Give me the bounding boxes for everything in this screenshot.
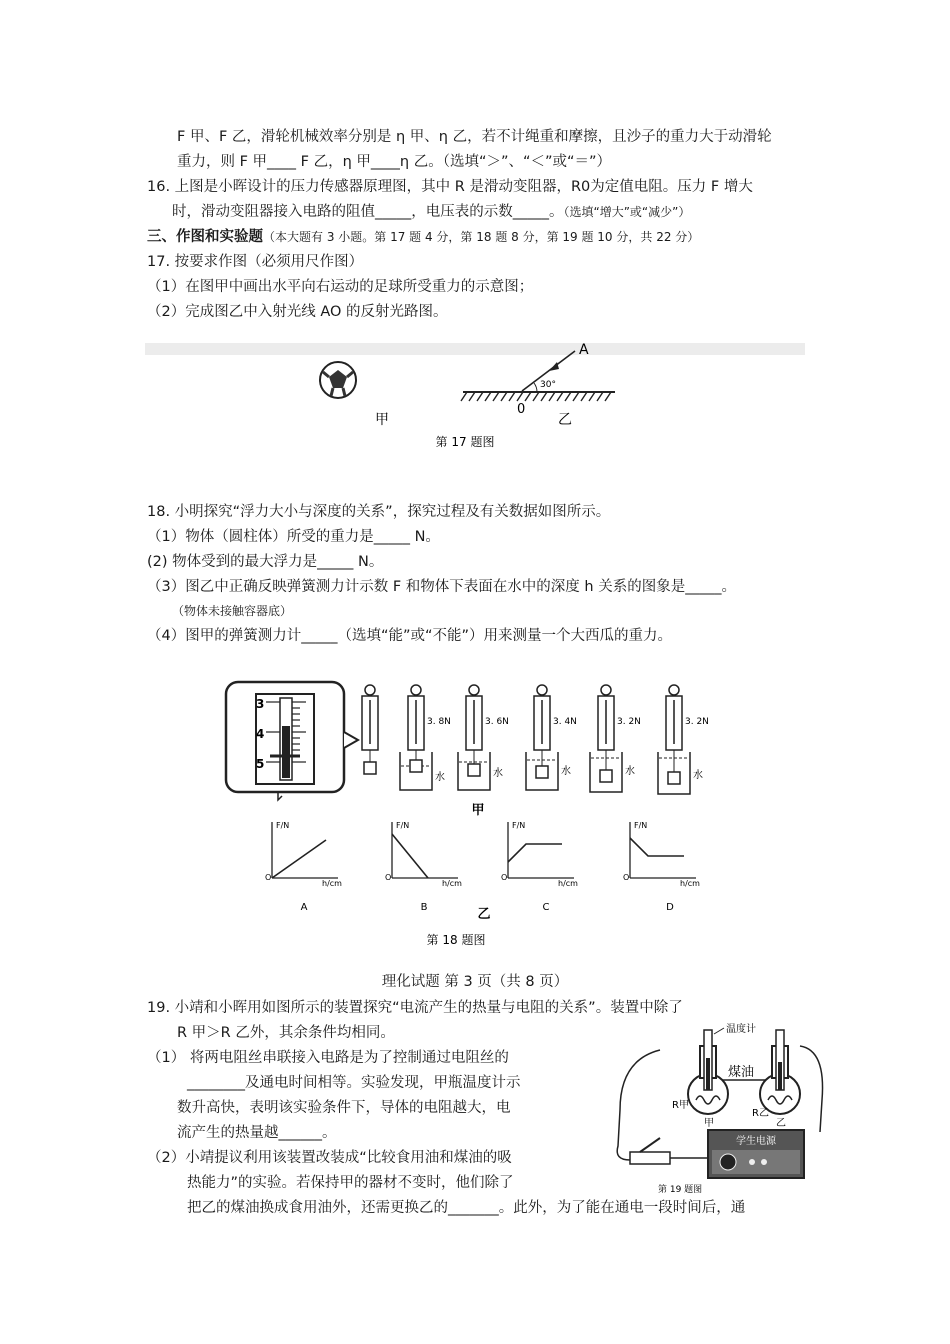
reading-5: 3. 2N [685,717,709,727]
graph-a-label: A [300,902,308,913]
scale-zoom-box [226,682,358,800]
section-3-heading [147,227,699,247]
r-jia-label: R甲 [672,1100,689,1111]
spring-scale-0 [362,685,378,774]
q18-label-jia: 甲 [471,803,485,818]
q17-part-1: （1）在图甲中画出水平向右运动的足球所受重力的示意图； [147,279,534,295]
graph-a-x-axis: h/cm [322,879,342,888]
reading-2: 3. 6N [485,717,509,727]
graph-d-x-axis: h/cm [680,879,700,888]
mirror-hatching [461,392,611,401]
graph-d-y-axis: F/N [634,821,648,830]
section-3-title: 三、作图和实验题 [147,229,263,245]
graph-d [623,821,700,913]
q15-line-1: F 甲、F 乙，滑轮机械效率分别是 η 甲、η 乙，若不计绳重和摩擦，且沙子的重力大于动滑轮 [177,129,772,145]
q17-label-yi: 乙 [558,412,572,428]
kerosene-label: 煤油 [728,1065,755,1080]
q19-stem-1: 19. 小靖和小晖用如图所示的装置探究“电流产生的热量与电阻的关系”。装置中除了 [147,1000,683,1016]
graph-a-origin: O [265,873,272,882]
graph-b-x-axis: h/cm [442,879,462,888]
point-o-label: 0 [517,402,526,417]
thermometer-pointer [714,1028,724,1034]
water-label-1: 水 [435,772,445,783]
scale-number-5: 5 [256,757,265,771]
bottle-yi [760,1030,800,1114]
soccer-ball-icon [320,362,356,398]
angle-arc [534,383,537,392]
q19-p2-line-1: （2）小靖提议利用该装置改装成“比较食用油和煤油的吸 [147,1150,512,1166]
spring-scale-2 [458,685,490,790]
scale-number-3: 3 [256,697,265,711]
q19-p1-line-1: （1） 将两电阻丝串联接入电路是为了控制通过电阻丝的 [147,1050,509,1066]
water-label-4: 水 [625,766,635,777]
bottle-jia-label: 甲 [704,1118,714,1129]
graph-b-label: B [420,902,428,913]
q16-line-2-text: 时，滑动变阻器接入电路的阻值_____，电压表的示数_____。 [172,204,564,220]
graph-d-label: D [666,902,674,913]
bottle-yi-label: 乙 [776,1118,786,1129]
q19-p2-line-3: 把乙的煤油换成食用油外，还需更换乙的_______。此外，为了能在通电一段时间后，通 [187,1200,746,1216]
spring-scale-5 [658,685,690,794]
graph-d-origin: O [623,873,630,882]
bottle-jia [688,1030,728,1114]
q19-stem-2: R 甲＞R 乙外，其余条件均相同。 [177,1025,395,1041]
switch-icon [630,1138,670,1164]
wire-right [800,1046,823,1132]
scale-number-4: 4 [256,727,265,741]
water-label-3: 水 [561,766,571,777]
graph-a [265,821,342,913]
reading-1: 3. 8N [427,717,451,727]
spring-scale-4 [590,685,622,792]
q18-part-1: （1）物体（圆柱体）所受的重力是_____ N。 [147,529,440,545]
q19-p2-line-2: 热能力”的实验。若保持甲的器材不变时，他们除了 [187,1175,514,1191]
point-a-label: A [579,342,589,358]
graph-c-origin: O [501,873,508,882]
q18-caption: 第 18 题图 [426,933,486,947]
r-yi-label: R乙 [752,1108,769,1119]
q19-p1-line-4: 流产生的热量越______。 [177,1125,337,1141]
page-footer: 理化试题 第 3 页（共 8 页） [381,974,569,990]
water-label-5: 水 [693,770,703,781]
graph-c [501,821,578,913]
q18-stem: 18. 小明探究“浮力大小与深度的关系”，探究过程及有关数据如图所示。 [147,504,611,520]
graph-c-y-axis: F/N [512,821,526,830]
q19-p1-line-3: 数升高快，表明该实验条件下，导体的电阻越大，电 [177,1100,511,1116]
q18-part-4: （4）图甲的弹簧测力计_____（选填“能”或“不能”）用来测量一个大西瓜的重力。 [147,628,673,644]
graph-c-label: C [542,902,550,913]
q17-label-jia: 甲 [375,412,389,428]
section-3-note: （本大题有 3 小题。第 17 题 4 分，第 18 题 8 分，第 19 题 10 分，共 22 分） [263,230,700,244]
q17-caption: 第 17 题图 [435,435,495,449]
q18-label-yi: 乙 [477,907,491,922]
q15-line-2: 重力，则 F 甲____ F 乙，η 甲____η 乙。（选填“＞”、“＜”或“＝”） [177,154,612,170]
power-supply-label: 学生电源 [736,1136,776,1147]
graph-a-y-axis: F/N [276,821,290,830]
q18-figure [220,672,740,962]
q18-part-3-note: （物体未接触容器底） [172,604,293,618]
spring-scale-1 [400,685,432,790]
thermometer-label: 温度计 [726,1024,756,1035]
q17-figure [145,338,815,458]
q19-figure [600,1020,830,1198]
q18-part-2: (2) 物体受到的最大浮力是_____ N。 [147,554,384,570]
graph-c-x-axis: h/cm [558,879,578,888]
q16-line-2 [172,202,690,222]
q19-caption: 第 19 题图 [658,1185,703,1195]
q16-hint: （选填“增大”或“减少”） [563,205,691,219]
q18-part-3: （3）图乙中正确反映弹簧测力计示数 F 和物体下表面在水中的深度 h 关系的图象是_____。 [147,579,736,595]
reading-3: 3. 4N [553,717,577,727]
scan-band [145,343,805,355]
q17-stem: 17. 按要求作图（必须用尺作图） [147,254,364,270]
graph-b-y-axis: F/N [396,821,410,830]
q17-part-2: （2）完成图乙中入射光线 AO 的反射光路图。 [147,304,448,320]
q19-p1-line-2: ________及通电时间相等。实验发现，甲瓶温度计示 [187,1075,521,1091]
q16-line-1: 16. 上图是小晖设计的压力传感器原理图，其中 R 是滑动变阻器，R0为定值电阻。压力 F 增大 [147,179,753,195]
spring-scale-3 [526,685,558,790]
angle-label: 30° [540,380,556,390]
reading-4: 3. 2N [617,717,641,727]
graph-b-origin: O [385,873,392,882]
water-label-2: 水 [493,768,503,779]
graph-b [385,821,462,913]
